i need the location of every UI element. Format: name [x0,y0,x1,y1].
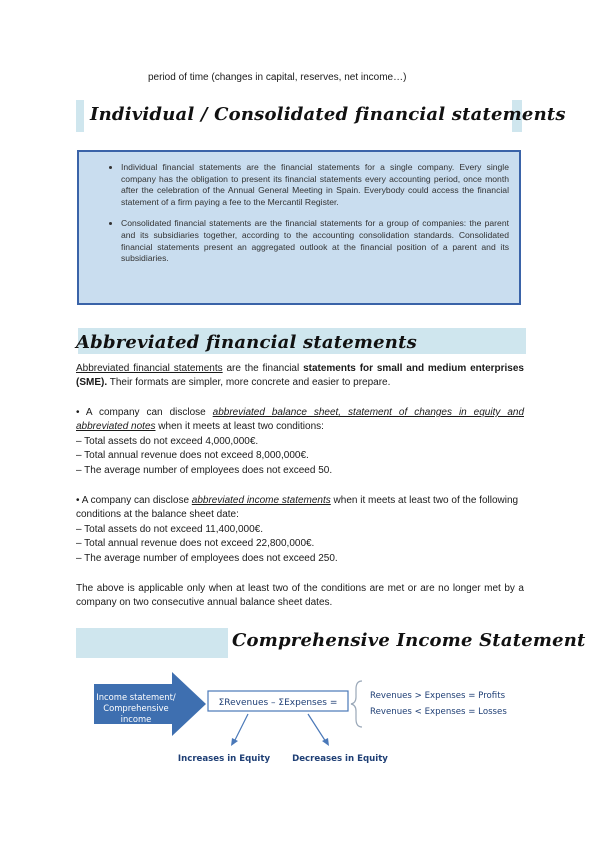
arrow-label-line-2: Comprehensive [103,703,169,713]
heading-highlight-comprehensive [76,628,228,658]
definitions-list [97,162,509,265]
arrowhead-decreases-icon [322,738,329,746]
brace-icon [351,681,362,727]
outcome-losses: Revenues < Expenses = Losses [370,707,507,717]
arrow-to-decreases [308,714,326,742]
formula-text: ΣRevenues – ΣExpenses = [218,698,338,708]
list-item-consolidated: • Consolidated financial statements are the financial statements for a group of companies: the parent and its subsidiaries together, according to the accounting consolidation standards. Consolidated financial statements present an aggregated outlook at the financial position of a parent and its subsidiaries. [121,218,509,264]
bullet-2-post: when it meets at least two of the following conditions at the balance sheet date: [76,495,519,521]
defined-term: Abbreviated financial statements [76,363,223,374]
definition-paragraph [76,362,524,391]
bullet-2-term: abbreviated income statements [191,495,331,506]
definition-text: are the financial [222,363,304,374]
arrowhead-increases-icon [231,738,238,746]
condition-item: – Total assets do not exceed 4,000,000€. [76,435,259,447]
bullet-1-pre: • A company can disclose [76,407,213,418]
condition-item: – Total assets do not exceed 11,400,000€. [76,523,263,535]
label-decreases-equity: Decreases in Equity [292,754,388,764]
section-title-individual-consolidated: Individual / Consolidated financial statements [90,104,566,125]
arrow-to-increases [234,714,248,742]
condition-item: – Total annual revenue does not exceed 8,000,000€. [76,450,309,462]
income-diagram [94,668,534,778]
arrow-label-line-3: income [120,714,152,724]
intro-line: period of time (changes in capital, reserves, net income…) [148,72,407,83]
definition-bold: statements for small and medium enterprises (SME). [76,363,524,389]
definitions-box [77,150,521,305]
outcome-profits: Revenues > Expenses = Profits [370,691,506,701]
condition-item: – Total annual revenue does not exceed 22,800,000€. [76,538,315,550]
list-item-individual: • Individual financial statements are the financial statements for a single company. Every single company has the obligation to present its financial statements every accounting period, once month after the celebration of the Annual General Meeting in Spain. Everybody could access the financial statement of a firm paying a fee to the Mercantil Register. [121,162,509,208]
bullet-1-term: abbreviated balance sheet, statement of changes in equity and abbreviated notes [76,407,524,433]
definition-end: Their formats are simpler, more concrete and easier to prepare. [107,377,391,389]
closing-text: The above is applicable only when at least two of the conditions are met or are no longer met by a company on two consecutive annual balance sheet dates. [76,583,524,609]
section-title-comprehensive: Comprehensive Income Statement [232,630,586,651]
condition-item: – The average number of employees does not exceed 50. [76,464,333,476]
bullet-income-statement [76,494,524,566]
closing-paragraph [76,582,524,611]
label-increases-equity: Increases in Equity [177,754,271,764]
condition-item: – The average number of employees does not exceed 250. [76,552,338,564]
bullet-1-post: when it meets at least two conditions: [155,421,324,433]
heading-highlight-left [76,100,84,132]
section-title-abbreviated: Abbreviated financial statements [76,332,417,353]
bullet-balance-sheet [76,406,524,478]
bullet-2-pre: • A company can disclose [76,495,192,506]
arrow-label-line-1: Income statement/ [96,692,176,702]
